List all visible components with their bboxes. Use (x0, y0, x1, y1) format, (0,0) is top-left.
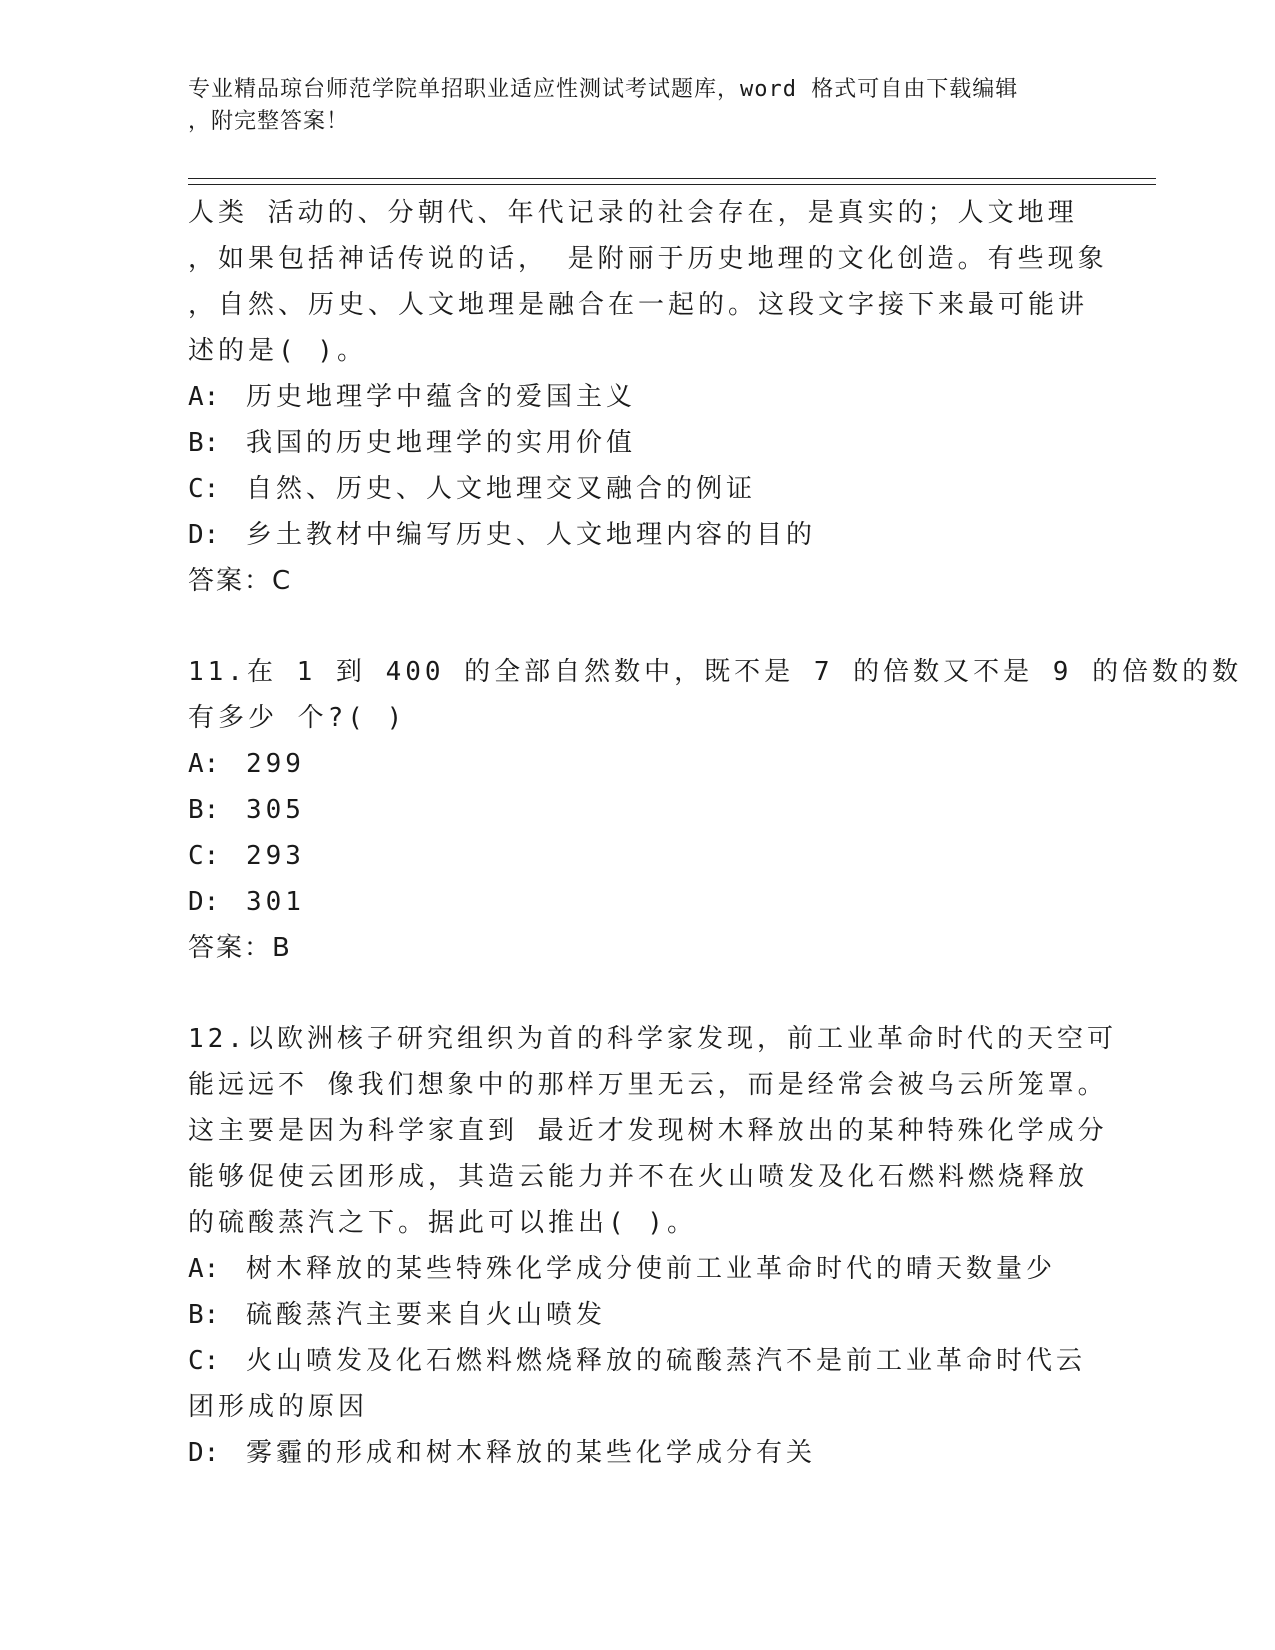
option-key: A: (188, 1254, 220, 1284)
question-stem-line: 这主要是因为科学家直到 最近才发现树木释放出的某种特殊化学成分 (188, 1116, 1108, 1146)
question-stem-line: 人类 活动的、分朝代、年代记录的社会存在，是真实的；人文地理 (188, 198, 1078, 228)
option-key: B: (188, 428, 220, 458)
option-text: 乡土教材中编写历史、人文地理内容的目的 (246, 520, 817, 550)
question-10 (188, 190, 1108, 604)
question-spacer (188, 971, 1088, 1016)
document-page (188, 0, 1243, 1650)
option-d (188, 1430, 1088, 1476)
option-key: D: (188, 520, 220, 550)
option-c (188, 466, 1088, 512)
question-stem-line: ，如果包括神话传说的话， 是附丽于历史地理的文化创造。有些现象 (188, 244, 1108, 274)
header-double-rule (188, 178, 1156, 185)
question-content (188, 190, 1243, 1476)
option-key: D: (188, 1438, 220, 1468)
option-text: 299 (246, 749, 305, 779)
option-a (188, 741, 1088, 787)
option-text: 硫酸蒸汽主要来自火山喷发 (246, 1300, 607, 1330)
header-line-2: ，附完整答案！ (188, 109, 350, 134)
option-key: A: (188, 382, 220, 412)
option-b (188, 1292, 1088, 1338)
option-text: 雾霾的形成和树木释放的某些化学成分有关 (246, 1438, 817, 1468)
option-text: 火山喷发及化石燃料燃烧释放的硫酸蒸汽不是前工业革命时代云 (246, 1346, 1087, 1376)
header-line-1: 专业精品琼台师范学院单招职业适应性测试考试题库，word 格式可自由下载编辑 (188, 77, 1019, 102)
option-key: C: (188, 474, 220, 504)
option-b (188, 787, 1088, 833)
option-key: D: (188, 887, 220, 917)
option-key: A: (188, 749, 220, 779)
option-text: 历史地理学中蕴含的爱国主义 (246, 382, 637, 412)
option-c (188, 833, 1088, 879)
question-spacer (188, 604, 1088, 649)
answer-line: 答案：C (188, 566, 293, 596)
option-c (188, 1338, 1088, 1384)
option-text: 我国的历史地理学的实用价值 (246, 428, 637, 458)
option-key: C: (188, 1346, 220, 1376)
option-key: B: (188, 1300, 220, 1330)
option-text: 自然、历史、人文地理交叉融合的例证 (246, 474, 757, 504)
question-stem-line: 的硫酸蒸汽之下。据此可以推出( )。 (188, 1208, 697, 1238)
option-b (188, 420, 1088, 466)
option-text: 305 (246, 795, 305, 825)
option-text: 293 (246, 841, 305, 871)
option-d (188, 879, 1088, 925)
option-text: 301 (246, 887, 305, 917)
question-stem-line: 述的是( )。 (188, 336, 367, 366)
page-header (188, 74, 1088, 138)
question-12 (188, 1016, 1117, 1476)
option-a (188, 374, 1088, 420)
question-stem-line: 能够促使云团形成，其造云能力并不在火山喷发及化石燃料燃烧释放 (188, 1162, 1089, 1192)
question-stem-line: 有多少 个?( ) (188, 703, 407, 733)
answer-line: 答案：B (188, 933, 292, 963)
question-11 (188, 649, 1243, 971)
option-key: C: (188, 841, 220, 871)
option-c-continuation: 团形成的原因 (188, 1392, 369, 1422)
question-stem-line: ，自然、历史、人文地理是融合在一起的。这段文字接下来最可能讲 (188, 290, 1089, 320)
question-stem-line: 11.在 1 到 400 的全部自然数中，既不是 7 的倍数又不是 9 的倍数的数 (188, 657, 1243, 687)
question-stem-line: 能远远不 像我们想象中的那样万里无云，而是经常会被乌云所笼罩。 (188, 1070, 1108, 1100)
option-d (188, 512, 1088, 558)
question-stem-line: 12.以欧洲核子研究组织为首的科学家发现，前工业革命时代的天空可 (188, 1024, 1117, 1054)
option-a (188, 1246, 1088, 1292)
option-key: B: (188, 795, 220, 825)
option-text: 树木释放的某些特殊化学成分使前工业革命时代的晴天数量少 (246, 1254, 1057, 1284)
